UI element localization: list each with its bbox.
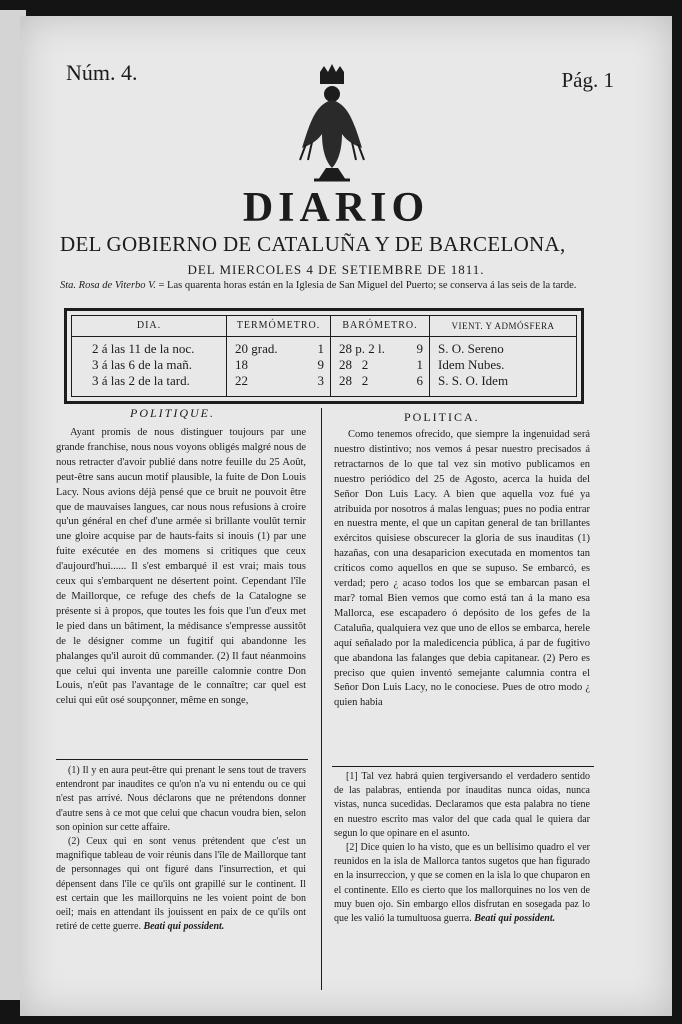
cell-termometro-fraction-3: 3 (317, 373, 324, 388)
newspaper-page (20, 16, 672, 1016)
header-barometro: BARÓMETRO. (331, 316, 429, 337)
cell-barometro-3: 28 2 (339, 373, 369, 388)
right-footnote-1: [1] Tal vez habrá quien tergiversando el verdadero sentido de las palabras, entienda por inauditas nunca oidas, nunca vistas, nunca sucedidas. Declaramos que esta palabra no tiene en nuestro escrito mas valor del que cada qual le quiera dar segun lo que opinare en el asunto. (334, 771, 590, 839)
masthead-subtitle: DEL GOBIERNO DE CATALUÑA Y DE BARCELONA, (60, 232, 566, 256)
masthead-title: DIARIO (242, 185, 430, 231)
right-column-body (334, 428, 590, 711)
cell-viento-3: S. S. O. Idem (438, 373, 509, 388)
header-dia: DIA. (72, 316, 226, 337)
cell-barometro-fraction-3: 6 (416, 373, 423, 388)
right-footnote-2-text: [2] Dice quien lo ha visto, que es un bellísimo quadro el ver reunidos en la isla de Mallorca tantos sugetos que han figurado en la insurreccion, y que se comen en la isla lo que chuparon en el continente. Ello es cierto que los mallorquines no los ven de muy buen ojo. Sin embargo ellos disfrutan en sosegada paz lo que les valió la tumultuosa guerra. (334, 842, 590, 925)
cell-termometro-3: 22 (235, 373, 248, 388)
header-viento: VIENT. Y ADMÓSFERA (430, 316, 576, 337)
cell-termometro-fraction-1: 1 (317, 341, 324, 356)
left-footnotes (56, 764, 306, 934)
cell-barometro-1: 28 p. 2 l. (339, 341, 385, 356)
cell-termometro-2: 18 (235, 357, 248, 372)
col-viento (430, 316, 576, 396)
cell-dia-1: 2 á las 11 de la noc. (92, 341, 195, 356)
left-footnote-2 (56, 835, 306, 934)
right-footnote-motto: Beati qui possident. (474, 913, 556, 925)
right-footnotes (334, 770, 590, 926)
forty-hours-notice: = Las quarenta horas están en la Iglesia de San Miguel del Puerto; se conserva á las seis de la tarde. (158, 280, 577, 291)
barometro-values (331, 337, 429, 389)
cell-viento-1: S. O. Sereno (438, 341, 504, 356)
weather-table (64, 308, 584, 404)
saint-notice (60, 279, 600, 292)
left-column-body (56, 426, 306, 709)
viento-values (430, 337, 576, 389)
left-footnote-1: (1) Il y en aura peut-être qui prenant le sens tout de travers entendront par inaudites ce qu'on n'a vu ni entendu ou ce qui n'est pas arrivé. Nous déclarons que ne prétendons donner d'autre sens à ce mot que celui que chacun voudra bien, selon son opinion sur cette affaire. (56, 765, 306, 833)
right-article-text: Como tenemos ofrecido, que siempre la ingenuidad será nuestro distintivo; nos vemos á pesar nuestro precisados á retractarnos de lo que tal vez sin motivo publicamos en nuestro periódico del 25 de Agosto, acerca la huida del Señor Don Luis Lacy. A bien que aquella voz fué ya atribuida por nosotros á malas lenguas; pues no podia entrar en nuestra mente, el que un capitan general de tan brillantes exércitos quisiese obscurecer la gloria de sus inauditas (1) hazañas, con una desaparicion executada en momentos tan críticos como aquellos en que se supuso. Se embarcó, es verdad; pero ¿ acaso todos los que se embarcan pasan el mar? tomal Bien vemos que como está tan á la mano esa Mallorca, ese escapadero ó depósito de los gefes de la Cataluña, qualquiera vez que uno de ellos se embarca, herele aquí señalado por la maledicencia pública, á par de fugitivo que abandona las falanges que debia capitanear. (2) Pero es preciso que quien inventó semejante calumnia contra el Señor Don Luis Lacy, no le conociese. Pues de otro modo ¿ quien habia (334, 429, 590, 709)
right-footnote-rule (332, 766, 594, 767)
cell-termometro-1: 20 grad. (235, 341, 278, 356)
page-number: Pág. 1 (561, 68, 614, 92)
col-dia (72, 316, 226, 396)
cell-termometro-fraction-2: 9 (317, 357, 324, 372)
cell-viento-2: Idem Nubes. (438, 357, 505, 372)
cell-dia-3: 3 á las 2 de la tard. (92, 373, 190, 388)
left-article-text: Ayant promis de nous distinguer toujours par une grande franchise, nous nous voyons obligés malgré nous de nous retracter d'avoir publié dans notre feuille du 25 Août, peut-être sans aucun motif plausible, la fuite de Don Louis Lacy. Nous avions déjà pensé que ce bruit ne pouvoit être que de mauvaises langues, car nous nous refusions à croire qu'un général en chef d'une armée si brillante voulût ternir une gloire acquise par de hauts-faits si inouis (1) par une fuite exécutée en des momens si critiques que ceux d'aujourd'hui...... Il s'est embarqué il est vrai; mais tous ceux qui s'embarquent ne désertent point. Cependant l'île de Maillorque, ce refuge des chefs de la Catalogne se présente si à propos, que toutes les fois que l'un d'eux met le pied dans un bâtiment, la médisance s'empresse aussitôt de le désigner comme un fugitif qui abandonne les phalanges qu'il auroit dû commander. (2) Il faut néanmoins que celui qui inventa une pareille calomnie contre Don Louis, n'eût pas l'avantage de le connaître; car quel est celui qui eût osé soupçonner, même en songe, (56, 427, 306, 707)
saint-name: Sta. Rosa de Viterbo V. (60, 280, 156, 291)
cell-barometro-2: 28 2 (339, 357, 369, 372)
col-barometro (331, 316, 429, 396)
left-footnote-rule (56, 759, 308, 760)
right-footnote-2 (334, 841, 590, 926)
column-separator (321, 408, 322, 990)
cell-barometro-fraction-2: 1 (416, 357, 423, 372)
col-termometro (227, 316, 330, 396)
dateline: DEL MIERCOLES 4 DE SETIEMBRE DE 1811. (187, 262, 485, 277)
cell-dia-2: 3 á las 6 de la mañ. (92, 357, 192, 372)
termometro-values (227, 337, 330, 389)
weather-table-inner (71, 315, 577, 397)
left-column-heading: POLITIQUE. (130, 406, 215, 420)
header-termometro: TERMÓMETRO. (227, 316, 330, 337)
right-column-heading: POLITICA. (404, 410, 480, 424)
left-footnote-2-text: (2) Ceux qui en sont venus prétendent que c'est un magnifique tableau de voir réunis dans l'île de Maillorque tant de personnages qui ont figuré dans l'insurrection, et qui dépensent dans l'île ce qu'ils ont grapillé sur le continent. Il est certain que les maillorquins ne les voient point de bon oeil; mais en attendant ils jouissent en paix de ce qu'ils ont retiré de cette guerre. (56, 836, 306, 933)
cell-barometro-fraction-1: 9 (416, 341, 423, 356)
issue-number: Núm. 4. (66, 60, 138, 85)
left-footnote-motto: Beati qui possident. (143, 921, 225, 933)
eagle-crest-icon (296, 64, 368, 188)
dia-values (72, 337, 226, 389)
